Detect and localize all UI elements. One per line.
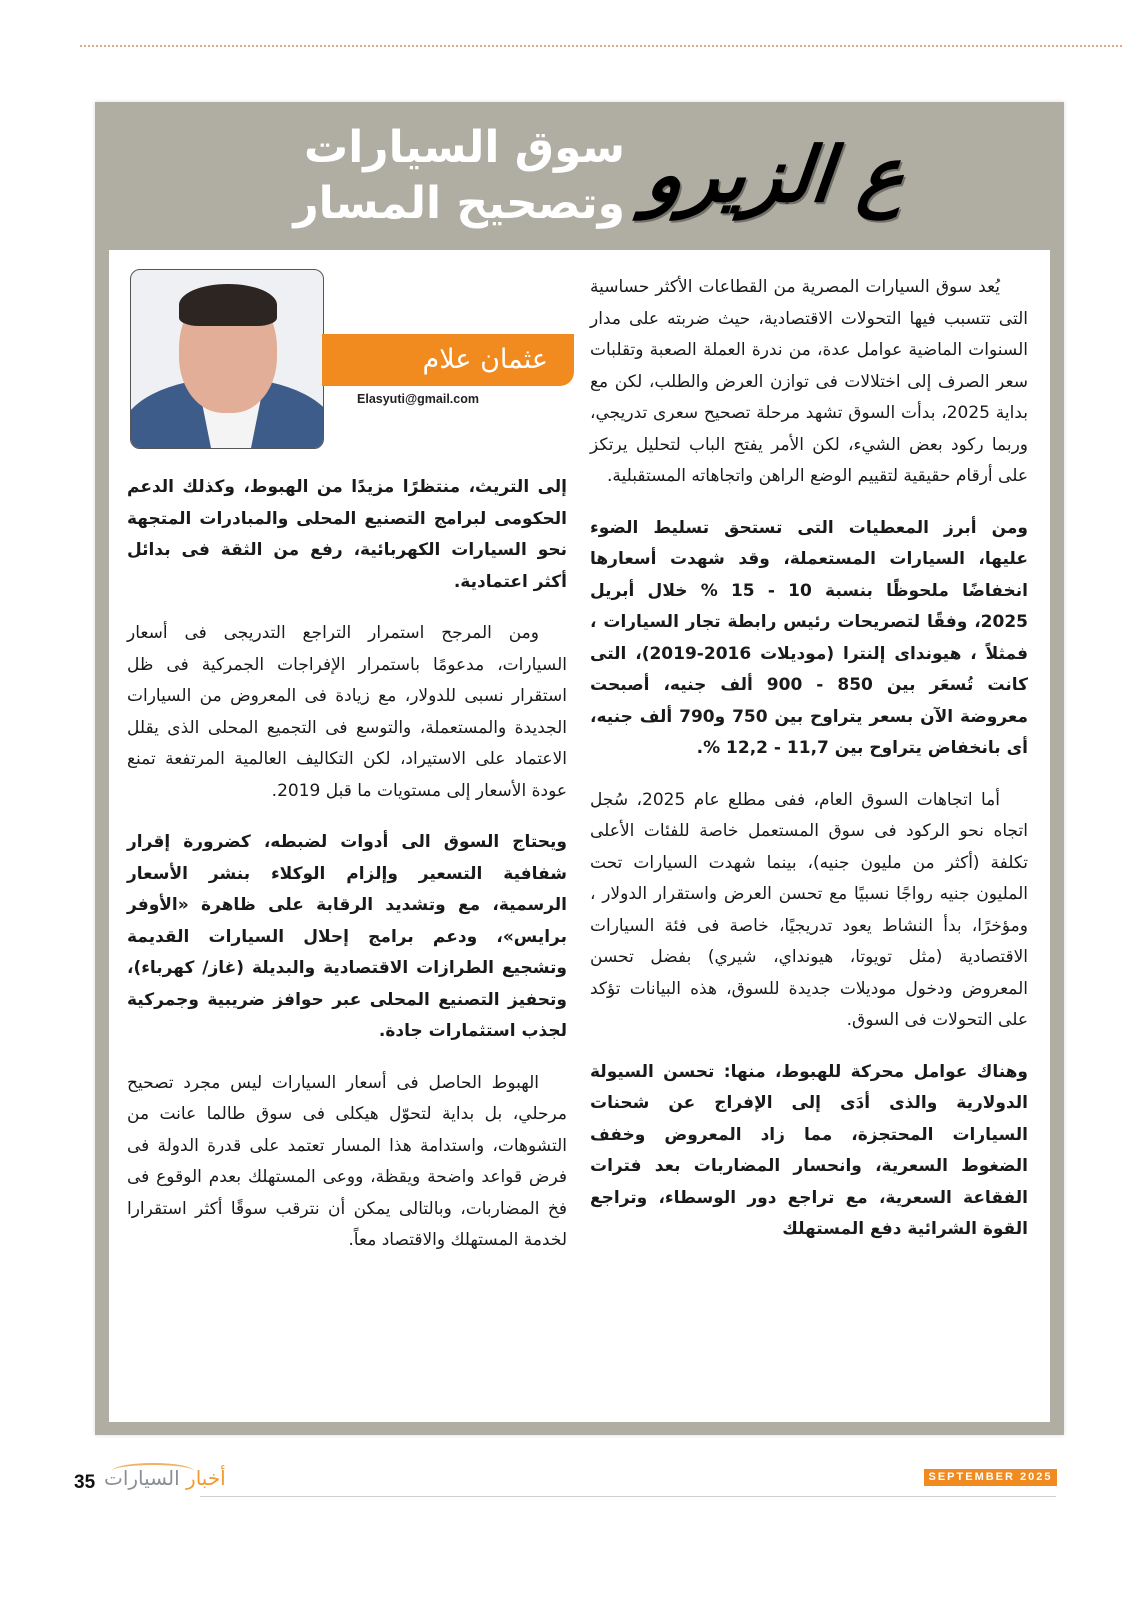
footer-rule <box>200 1496 1056 1497</box>
publication-logo-prefix: أخبار <box>186 1466 226 1490</box>
top-dotted-rule <box>80 45 1122 47</box>
paragraph: ومن أبرز المعطيات التى تستحق تسليط الضوء عليها، السيارات المستعملة، وقد شهدت أسعارها انخفاضًا ملحوظًا بنسبة 10 - 15 % خلال أبريل 2025، وفقًا لتصريحات رئيس رابطة تجار السيارات ، فمثلاً ، هيونداى إلنترا (موديلات 2016-2019)، التى كانت تُسعَر بين 850 - 900 ألف جنيه، أصبحت معروضة الآن بسعر يتراوح بين 750 و790 ألف جنيه، أى بانخفاض يتراوح بين 11,7 - 12,2 %. <box>590 517 1028 758</box>
title-line-1: سوق السيارات <box>304 122 625 173</box>
right-column <box>590 272 1028 1266</box>
author-email[interactable]: Elasyuti@gmail.com <box>357 392 479 406</box>
paragraph: يُعد سوق السيارات المصرية من القطاعات الأكثر حساسية التى تتسبب فيها التحولات الاقتصادية، حيث ضربته على مدار السنوات الماضية عوامل عدة، من ندرة العملة الصعبة وتقلبات سعر الصرف إلى اختلالات فى توازن العرض والطلب، لكن مع بداية 2025، بدأت السوق تشهد مرحلة تصحيح سعرى تدريجي، وربما ركود بعض الشيء، لكن الأمر يفتح الباب لتحليل يرتكز على أرقام حقيقية لتقييم الوضع الراهن واتجاهاته المستقبلية. <box>590 277 1028 486</box>
article-body <box>109 250 1050 1422</box>
title-line-2: وتصحيح المسار <box>293 178 625 229</box>
publication-logo-suffix: السيارات <box>104 1466 180 1490</box>
paragraph: وهناك عوامل محركة للهبوط، منها: تحسن السيولة الدولارية والذى أدَى إلى الإفراج عن شحنات السيارات المحتجزة، مما زاد المعروض وخفف الضغوط السعرية، وانحسار المضاربات بعد فترات الفقاعة السعرية، مع تراجع دور الوسطاء، وتراجع القوة الشرائية دفع المستهلك <box>590 1061 1028 1239</box>
publication-logo <box>104 1466 226 1490</box>
article-frame <box>95 102 1064 1435</box>
author-name: عثمان علام <box>322 334 574 386</box>
page-number: 35 <box>74 1472 96 1493</box>
paragraph: الهبوط الحاصل فى أسعار السيارات ليس مجرد تصحيح مرحلي، بل بداية لتحوّل هيكلى فى سوق طالما عانت من التشوهات، واستدامة هذا المسار تعتمد على قدرة الدولة فى فرض قواعد واضحة ويقظة، ووعى المستهلك بعدم الوقوع فى فخ المضاربات، وبالتالى يمكن أن نترقب سوقًا أكثر استقرارا لخدمة المستهلك والاقتصاد معاً. <box>127 1072 567 1250</box>
issue-date-badge: SEPTEMBER 2025 <box>924 1469 1057 1486</box>
paragraph: إلى التريث، منتظرًا مزيدًا من الهبوط، وكذلك الدعم الحكومى لبرامج التصنيع المحلى والمبادرات المتجهة نحو السيارات الكهربائية، رفع من الثقة فى بدائل أكثر اعتمادية. <box>127 477 567 592</box>
paragraph: ومن المرجح استمرار التراجع التدريجى فى أسعار السيارات، مدعومًا باستمرار الإفراجات الجمركية فى ظل استقرار نسبى للدولار، مع زيادة فى المعروض من السيارات الجديدة والمستعملة، والتوسع فى التجميع المحلى الذى يقلل الاعتماد على الاستيراد، لكن التكاليف العالمية المرتفعة تمنع عودة الأسعار إلى مستويات ما قبل 2019. <box>127 623 567 801</box>
left-column <box>127 472 567 1277</box>
paragraph: أما اتجاهات السوق العام، ففى مطلع عام 2025، سُجل اتجاه نحو الركود فى سوق المستعمل خاصة للفئات الأعلى تكلفة (أكثر من مليون جنيه)، بينما شهدت السيارات تحت المليون جنيه رواجًا نسبيًا مع تحسن العرض واستقرار الدولار ، ومؤخرًا، بدأ النشاط يعود تدريجيًا، خاصة فى فئة السيارات الاقتصادية (مثل تويوتا، هيونداي، شيري) بفضل تحسن المعروض ودخول موديلات جديدة للسوق، هذه البيانات تؤكد على التحولات فى السوق. <box>590 789 1028 1030</box>
paragraph: ويحتاج السوق الى أدوات لضبطه، كضرورة إقرار شفافية التسعير وإلزام الوكلاء بنشر الأسعار الرسمية، مع وتشديد الرقابة على ظاهرة «الأوفر برايس»، ودعم برامج إحلال السيارات القديمة وتشجيع الطرازات الاقتصادية والبديلة (غاز/ كهرباء)، وتحفيز التصنيع المحلى عبر حوافز ضريبية وجمركية لجذب استثمارات جادة. <box>127 832 567 1041</box>
column-logo: ع الزيرو <box>641 130 909 219</box>
author-portrait-icon <box>130 269 324 449</box>
article-header <box>95 102 1064 250</box>
article-title <box>275 120 625 232</box>
